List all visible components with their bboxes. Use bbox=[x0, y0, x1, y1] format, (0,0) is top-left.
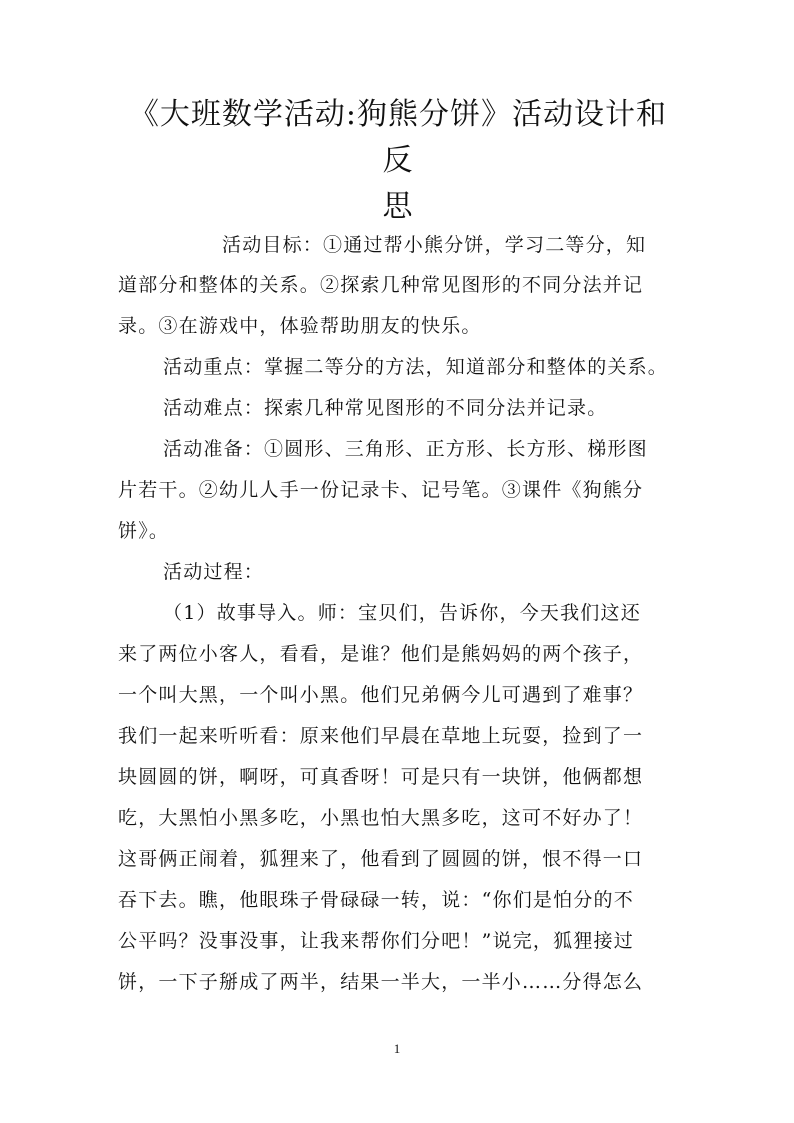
title-line-2: 思 bbox=[382, 189, 414, 224]
body-line: 来了两位小客人，看看，是谁？他们是熊妈妈的两个孩子， bbox=[118, 643, 644, 665]
body-line: 我们一起来听听看：原来他们早晨在草地上玩耍，捡到了一 bbox=[118, 725, 644, 747]
title-line-1: 《大班数学活动:狗熊分饼》活动设计和反 bbox=[128, 97, 668, 178]
body-line: 活动准备：①圆形、三角形、正方形、长方形、梯形图 bbox=[163, 438, 648, 460]
body-line: 活动目标：①通过帮小熊分饼，学习二等分，知 bbox=[222, 234, 647, 256]
body-line: 公平吗？没事没事，让我来帮你们分吧！”说完，狐狸接过 bbox=[118, 930, 634, 952]
body-line: 吞下去。瞧，他眼珠子骨碌碌一转，说：“你们是怕分的不 bbox=[118, 889, 634, 911]
body-line: 活动重点：掌握二等分的方法，知道部分和整体的关系。 bbox=[163, 356, 669, 378]
body-line: （1）故事导入。师：宝贝们，告诉你，今天我们这还 bbox=[163, 602, 641, 624]
body-line: 活动过程： bbox=[163, 561, 265, 583]
body-line: 道部分和整体的关系。②探索几种常见图形的不同分法并记 bbox=[118, 274, 644, 296]
body-line: 块圆圆的饼，啊呀，可真香呀！可是只有一块饼，他俩都想 bbox=[118, 766, 644, 788]
body-line: 活动难点：探索几种常见图形的不同分法并记录。 bbox=[163, 397, 608, 419]
body-line: 片若干。②幼儿人手一份记录卡、记号笔。③课件《狗熊分 bbox=[118, 479, 644, 501]
body-line: 饼，一下子掰成了两半，结果一半大，一半小……分得怎么 bbox=[118, 971, 644, 993]
body-line: 这哥俩正闹着，狐狸来了，他看到了圆圆的饼，恨不得一口 bbox=[118, 848, 644, 870]
document-title bbox=[118, 92, 678, 230]
body-line: 一个叫大黑，一个叫小黑。他们兄弟俩今儿可遇到了难事？ bbox=[118, 684, 644, 706]
body-line: 吃，大黑怕小黑多吃，小黑也怕大黑多吃，这可不好办了！ bbox=[118, 807, 644, 829]
page-number: 1 bbox=[393, 1041, 401, 1056]
body-line: 录。③在游戏中，体验帮助朋友的快乐。 bbox=[118, 315, 482, 337]
body-line: 饼》。 bbox=[118, 520, 170, 542]
